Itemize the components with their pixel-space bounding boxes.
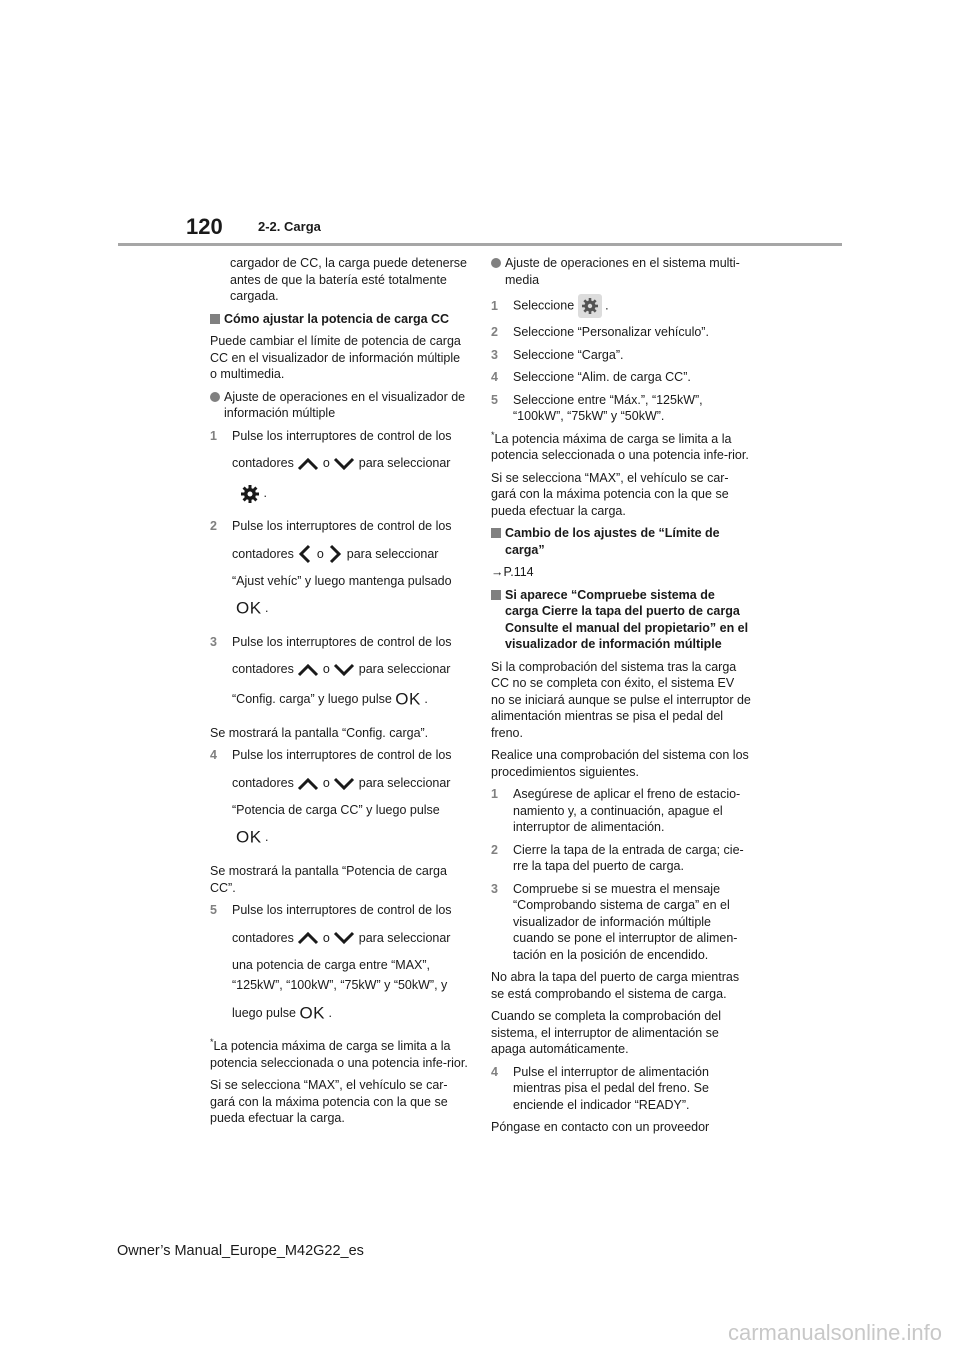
right-column xyxy=(491,255,751,1142)
step-2: 2 Pulse los interruptores de control de los contadores o para seleccionar “Ajust vehíc” y luego mantenga pulsado OK . xyxy=(210,519,452,618)
gear-icon xyxy=(240,484,260,504)
square-bullet-icon xyxy=(491,590,501,600)
settings-icon xyxy=(578,294,602,318)
footnote: *La potencia máxima de carga se limita a la potencia seleccionada o una potencia infe-rior. xyxy=(491,429,749,462)
step-1: 1 Pulse los interruptores de control de los contadores o para seleccionar . xyxy=(210,428,468,513)
paragraph: Puede cambiar el límite de potencia de carga CC en el visualizador de información múltiple o multimedia. xyxy=(210,334,461,381)
page-number: 120 xyxy=(186,214,223,239)
square-bullet-icon xyxy=(210,314,220,324)
step-4: 4 Pulse los interruptores de control de los contadores o para seleccionar “Potencia de carga CC” y luego pulse OK . xyxy=(210,748,452,848)
paragraph: No abra la tapa del puerto de carga mientras se está comprobando el sistema de carga. xyxy=(491,970,740,1001)
step-1: 1 Seleccione . xyxy=(491,294,751,318)
paragraph: Póngase en contacto con un proveedor xyxy=(491,1120,710,1134)
arrow-up-icon xyxy=(297,663,319,677)
step-5: 5 Seleccione entre “Máx.”, “125kW”, “100kW”, “75kW” y “50kW”. xyxy=(491,392,703,423)
arrow-down-icon xyxy=(333,457,355,471)
step-5: 5 Pulse los interruptores de control de los contadores o para seleccionar una potencia de carga entre “MAX”, “125kW”, “100kW”, “75kW” y “50kW”, y luego pulse OK . xyxy=(210,903,452,1023)
footnote-2: Si se selecciona “MAX”, el vehículo se car-gará con la máxima potencia con la que se pueda efectuar la carga. xyxy=(491,470,729,518)
watermark: carmanualsonline.info xyxy=(727,1320,942,1345)
heading-dc-power: Cómo ajustar la potencia de carga CC xyxy=(210,311,468,328)
arrow-right-icon xyxy=(327,544,343,564)
footnote: *La potencia máxima de carga se limita a la potencia seleccionada o una potencia infe-rior. xyxy=(210,1037,468,1070)
paragraph: Realice una comprobación del sistema con los procedimientos siguientes. xyxy=(491,748,749,779)
circle-bullet-icon xyxy=(210,392,220,402)
paragraph: Si la comprobación del sistema tras la carga CC no se completa con éxito, el sistema EV no se iniciará aunque se pulse el interruptor de alimentación mientras se pisa el pedal del freno. xyxy=(491,659,751,740)
note: Se mostrará la pantalla “Config. carga”. xyxy=(210,725,429,740)
ok-icon: OK xyxy=(395,689,421,709)
arrow-up-icon xyxy=(297,777,319,791)
ok-icon: OK xyxy=(299,1003,325,1023)
check-step-1: 1 Asegúrese de aplicar el freno de estacio-namiento y, a continuación, apague el interruptor de alimentación. xyxy=(491,787,741,834)
note: Se mostrará la pantalla “Potencia de carga CC”. xyxy=(210,864,447,895)
bullet-multimedia: Ajuste de operaciones en el sistema multi-media xyxy=(491,255,751,288)
arrow-up-icon xyxy=(297,931,319,945)
ok-icon: OK xyxy=(236,598,262,618)
heading-charge-limit: Cambio de los ajustes de “Límite de carga” xyxy=(491,525,751,558)
step-3: 3 Pulse los interruptores de control de los contadores o para seleccionar “Config. carga” y luego pulse OK . xyxy=(210,634,452,709)
page-reference-link[interactable]: →P.114 xyxy=(491,565,534,579)
ok-icon: OK xyxy=(236,828,262,848)
check-step-3: 3 Compruebe si se muestra el mensaje “Comprobando sistema de carga” en el visualizador de información múltiple cuando se pone el interruptor de alimen-tación en la posición de encendido. xyxy=(491,881,738,962)
section-title: 2-2. Carga xyxy=(258,219,321,234)
heading-check-system: Si aparece “Compruebe sistema de carga Cierre la tapa del puerto de carga Consulte el manual del propietario” en el visualizador de información múltiple xyxy=(491,587,751,653)
footer-text: Owner’s Manual_Europe_M42G22_es xyxy=(117,1243,364,1259)
step-3: 3 Seleccione “Carga”. xyxy=(491,347,624,362)
step-2: 2 Seleccione “Personalizar vehículo”. xyxy=(491,325,709,339)
bullet-mid: Ajuste de operaciones en el visualizador de información múltiple xyxy=(210,389,468,422)
arrow-down-icon xyxy=(333,931,355,945)
header-rule xyxy=(118,243,842,246)
check-step-4: 4 Pulse el interruptor de alimentación mientras pisa el pedal del freno. Se enciende el indicador “READY”. xyxy=(491,1064,709,1112)
circle-bullet-icon xyxy=(491,258,501,268)
check-step-2: 2 Cierre la tapa de la entrada de carga; cie-rre la tapa del puerto de carga. xyxy=(491,842,744,873)
step-4: 4 Seleccione “Alim. de carga CC”. xyxy=(491,370,691,384)
arrow-left-icon xyxy=(297,544,313,564)
footnote-2: Si se selecciona “MAX”, el vehículo se car-gará con la máxima potencia con la que se pueda efectuar la carga. xyxy=(210,1078,448,1126)
arrow-up-icon xyxy=(297,457,319,471)
paragraph: Cuando se completa la comprobación del sistema, el interruptor de alimentación se apaga automáticamente. xyxy=(491,1009,721,1056)
left-column xyxy=(210,255,468,1133)
arrow-down-icon xyxy=(333,777,355,791)
square-bullet-icon xyxy=(491,528,501,538)
arrow-down-icon xyxy=(333,663,355,677)
intro-text: cargador de CC, la carga puede detenerse antes de que la batería esté totalmente cargada. xyxy=(230,256,467,303)
